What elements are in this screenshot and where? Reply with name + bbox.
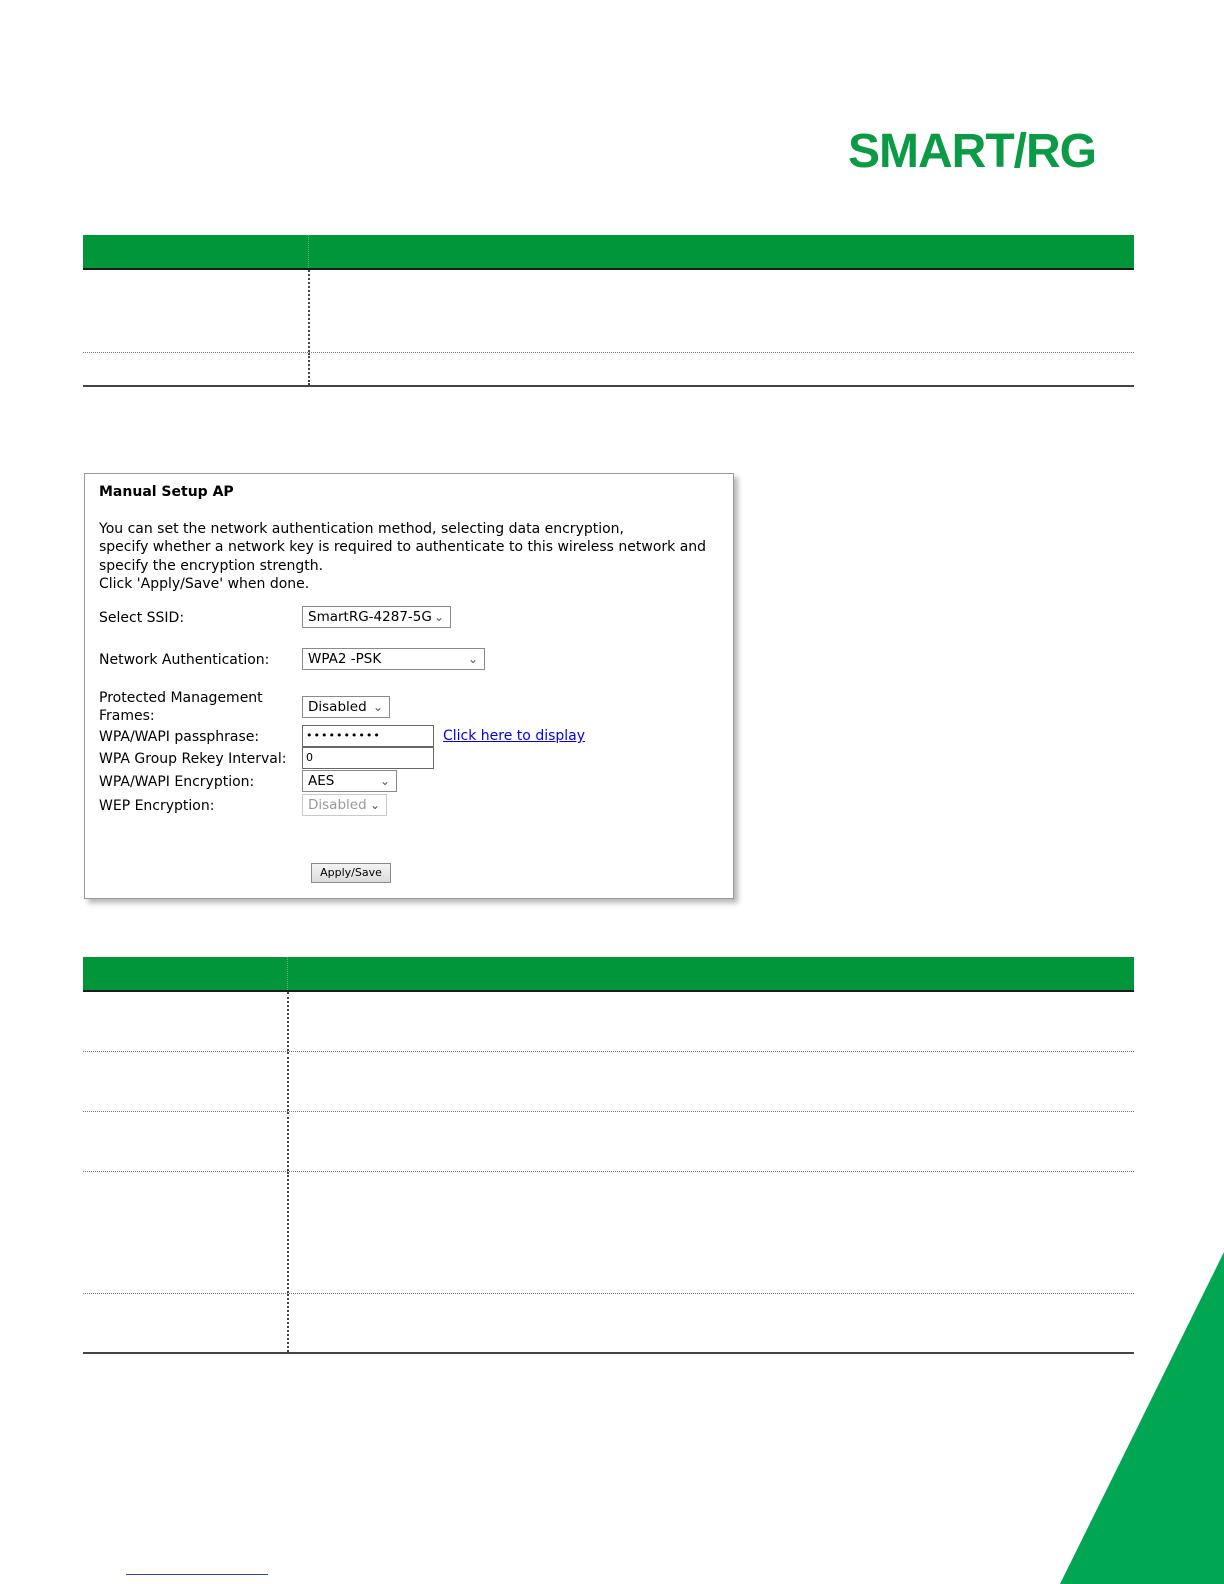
footer-link-underline: [126, 1574, 268, 1575]
smartrg-logo: SMART/RG: [848, 125, 1096, 178]
table-header: [83, 235, 1134, 270]
passphrase-label: WPA/WAPI passphrase:: [99, 729, 260, 745]
rekey-interval-input[interactable]: 0: [302, 747, 434, 769]
chevron-down-icon: ⌄: [433, 610, 444, 624]
table-row: [83, 1172, 1134, 1294]
chevron-down-icon: ⌄: [369, 798, 380, 812]
table-row: [83, 353, 1134, 387]
network-auth-select[interactable]: WPA2 -PSK ⌄: [302, 648, 485, 670]
display-passphrase-link[interactable]: Click here to display: [443, 728, 586, 744]
table-header: [83, 957, 1134, 992]
wep-encryption-label: WEP Encryption:: [99, 798, 215, 814]
pmf-label: Protected Management Frames:: [99, 690, 263, 724]
panel-description: You can set the network authentication method, selecting data encryption, specify whether a network key is required to authenticate to this wireless network and specify the encryption strength. Click 'Apply/Save' when done.: [99, 521, 707, 592]
rekey-label: WPA Group Rekey Interval:: [99, 751, 287, 767]
wpa-encryption-select[interactable]: AES ⌄: [302, 770, 397, 792]
table-row: [83, 992, 1134, 1052]
chevron-down-icon: ⌄: [467, 652, 478, 666]
table-row: [83, 1294, 1134, 1354]
table-row: [83, 1052, 1134, 1112]
table-row: [83, 270, 1134, 353]
pmf-select[interactable]: Disabled ⌄: [302, 696, 390, 718]
parameter-table-1: [83, 235, 1134, 387]
manual-setup-ap-panel: [84, 473, 734, 899]
chevron-down-icon: ⌄: [379, 774, 390, 788]
wep-encryption-select: Disabled ⌄: [302, 794, 387, 816]
wpa-encryption-label: WPA/WAPI Encryption:: [99, 774, 255, 790]
apply-save-button[interactable]: Apply/Save: [311, 863, 391, 883]
network-auth-label: Network Authentication:: [99, 652, 270, 668]
panel-title: Manual Setup AP: [99, 484, 234, 500]
table-row: [83, 1112, 1134, 1172]
parameter-table-2: [83, 957, 1134, 1354]
ssid-select[interactable]: SmartRG-4287-5G ⌄: [302, 606, 451, 628]
select-ssid-label: Select SSID:: [99, 610, 185, 626]
passphrase-input[interactable]: ••••••••••: [302, 725, 434, 747]
chevron-down-icon: ⌄: [372, 700, 383, 714]
